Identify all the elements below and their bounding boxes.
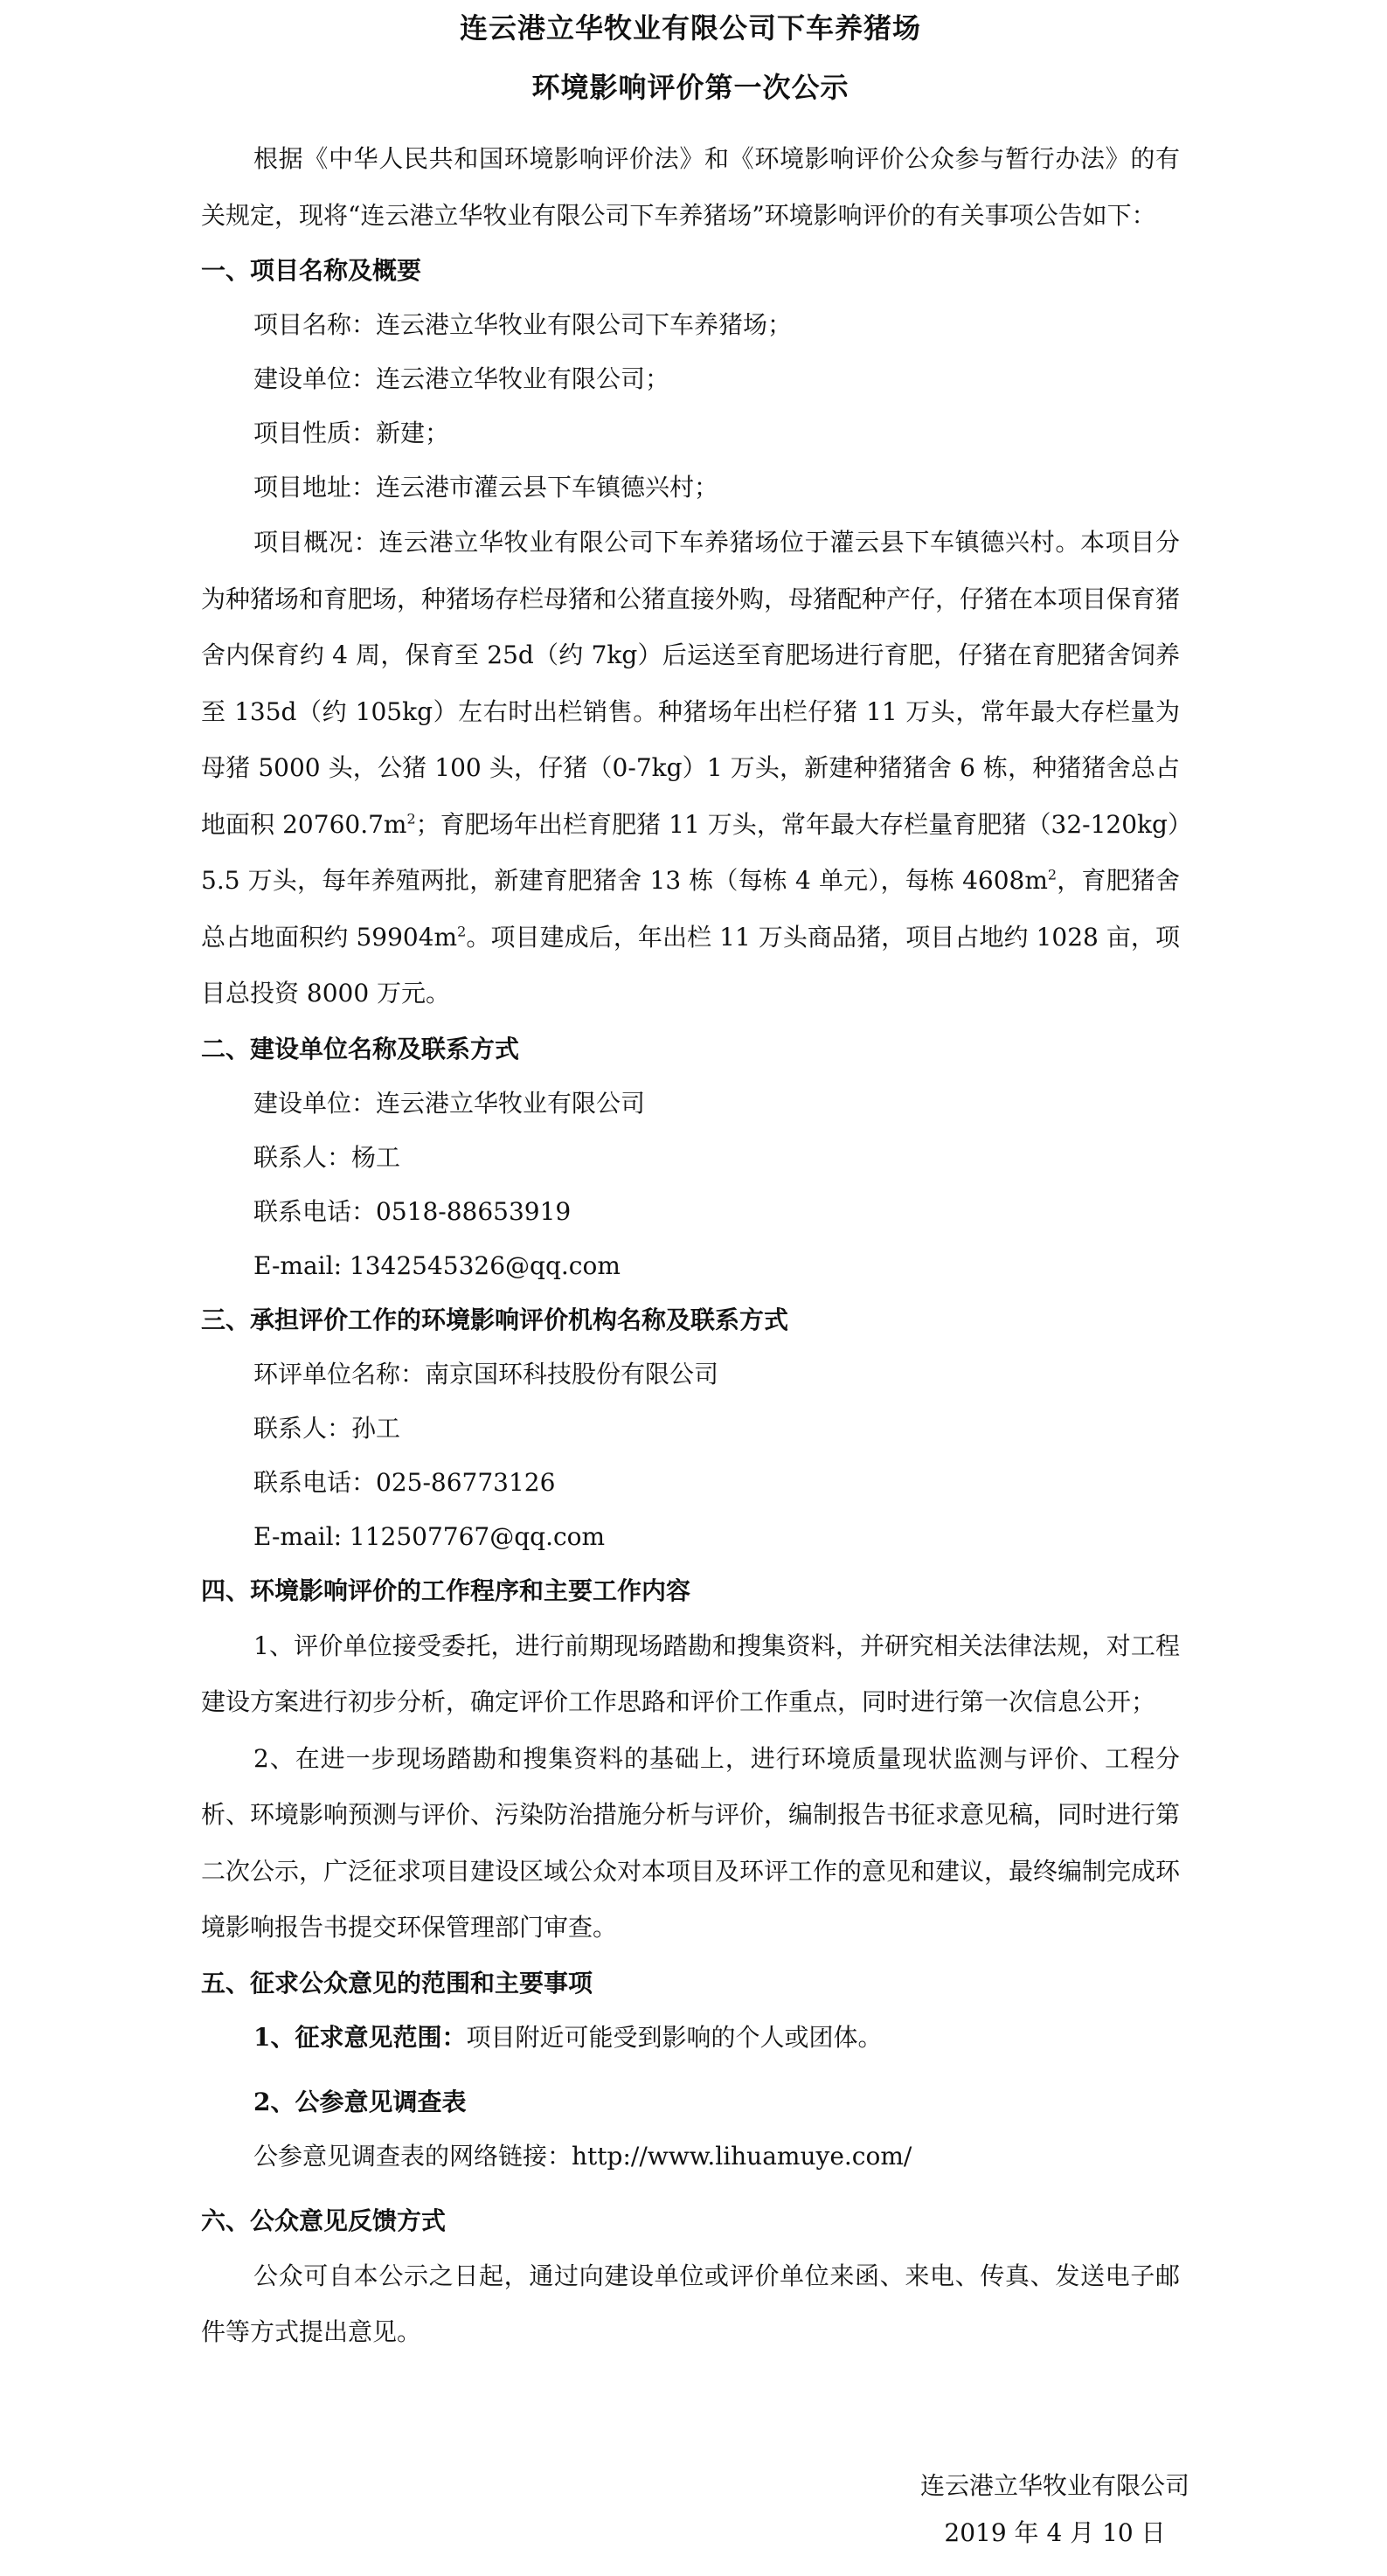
section2-heading: 二、建设单位名称及联系方式: [201, 1034, 520, 1063]
scope-label: 1、征求意见范围：: [253, 2022, 467, 2052]
overview-sup-2: 2: [1047, 866, 1058, 883]
document-subtitle: 环境影响评价第一次公示: [531, 71, 850, 104]
project-address: 项目地址：连云港市灌云县下车镇德兴村；: [253, 473, 719, 502]
section2-builder: 建设单位：连云港立华牧业有限公司: [253, 1088, 646, 1118]
overview-text-1: 项目概况：连云港立华牧业有限公司下车养猪场位于灌云县下车镇德兴村。本项目分为种猪场和育肥场，种猪场存栏母猪和公猪直接外购，母猪配种产仔，仔猪在本项目保育猪舍内保育约 4 周，保育至 25d（约 7kg）后运送至育肥场进行育肥，仔猪在育肥猪舍饲养至 135d（约 105kg）左右时出栏销售。种猪场年出栏仔猪 11 万头，常年最大存栏量为母猪 5000 头，公猪 100 头，仔猪（0-7kg）1 万头，新建种猪猪舍 6 栋，种猪猪舍总占地面积 20760.7m: [201, 528, 1181, 839]
overview-text-2: ；育肥场年出栏育肥猪 11 万头，常年最大存栏量育肥猪（32-120kg）5.5 万头，每年养殖两批，新建育肥猪舍 13 栋（每栋 4 单元），每栋 4608m: [201, 809, 1180, 895]
section4-item1: 1、评价单位接受委托，进行前期现场踏勘和搜集资料，并研究相关法律法规，对工程建设方案进行初步分析，确定评价工作思路和评价工作重点，同时进行第一次信息公开；: [201, 1631, 1180, 1716]
section3-heading: 三、承担评价工作的环境影响评价机构名称及联系方式: [201, 1305, 789, 1334]
overview-sup-3: 2: [457, 923, 467, 940]
section5-scope: [201, 2011, 1180, 2065]
overview-sup-1: 2: [406, 810, 416, 828]
section1-heading: 一、项目名称及概要: [201, 256, 422, 285]
document-title: 连云港立华牧业有限公司下车养猪场: [459, 11, 921, 45]
section5-heading: 五、征求公众意见的范围和主要事项: [201, 1968, 593, 1998]
scope-text: 项目附近可能受到影响的个人或团体。: [466, 2022, 883, 2052]
builder-unit: 建设单位：连云港立华牧业有限公司；: [253, 364, 670, 393]
section6-text: 公众可自本公示之日起，通过向建设单位或评价单位来函、来电、传真、发送电子邮件等方式提出意见。: [201, 2261, 1180, 2346]
section3-email: E-mail: 112507767@qq.com: [253, 1521, 606, 1551]
section6-heading: 六、公众意见反馈方式: [201, 2206, 447, 2235]
section4-heading: 四、环境影响评价的工作程序和主要工作内容: [201, 1575, 691, 1605]
section2-contact: 联系人：杨工: [253, 1142, 401, 1172]
section2-email: E-mail: 1342545326@qq.com: [253, 1250, 621, 1280]
project-name: 项目名称：连云港立华牧业有限公司下车养猪场；: [253, 310, 793, 339]
signature-org: 连云港立华牧业有限公司: [919, 2471, 1189, 2500]
section2-phone: 联系电话：0518-88653919: [253, 1196, 572, 1226]
section4-item2: 2、在进一步现场踏勘和搜集资料的基础上，进行环境质量现状监测与评价、工程分析、环境影响预测与评价、污染防治措施分析与评价，编制报告书征求意见稿，同时进行第二次公示，广泛征求项目建设区域公众对本项目及环评工作的意见和建议，最终编制完成环境影响报告书提交环保管理部门审查。: [201, 1743, 1181, 1942]
intro-paragraph: 根据《中华人民共和国环境影响评价法》和《环境影响评价公众参与暂行办法》的有关规定，现将“连云港立华牧业有限公司下车养猪场”环境影响评价的有关事项公告如下：: [201, 144, 1180, 230]
section3-phone: 联系电话：025-86773126: [253, 1467, 556, 1497]
survey-heading: 2、公参意见调查表: [253, 2087, 467, 2116]
section3-agency: 环评单位名称：南京国环科技股份有限公司: [253, 1359, 719, 1388]
project-overview: [201, 515, 1180, 1022]
overview-text-4: 。项目建成后，年出栏 11 万头商品猪，项目占地约 1028 亩，项目总投资 8000 万元。: [201, 922, 1180, 1008]
overview-text-3: ，育肥猪舍总占地面积约 59904m: [201, 866, 1180, 952]
section3-contact: 联系人：孙工: [253, 1413, 401, 1443]
project-nature: 项目性质：新建；: [253, 419, 450, 447]
signature-date: 2019 年 4 月 10 日: [944, 2518, 1166, 2547]
notice-page: [201, 0, 1180, 2361]
survey-link: 公参意见调查表的网络链接：http://www.lihuamuye.com/: [253, 2141, 912, 2171]
